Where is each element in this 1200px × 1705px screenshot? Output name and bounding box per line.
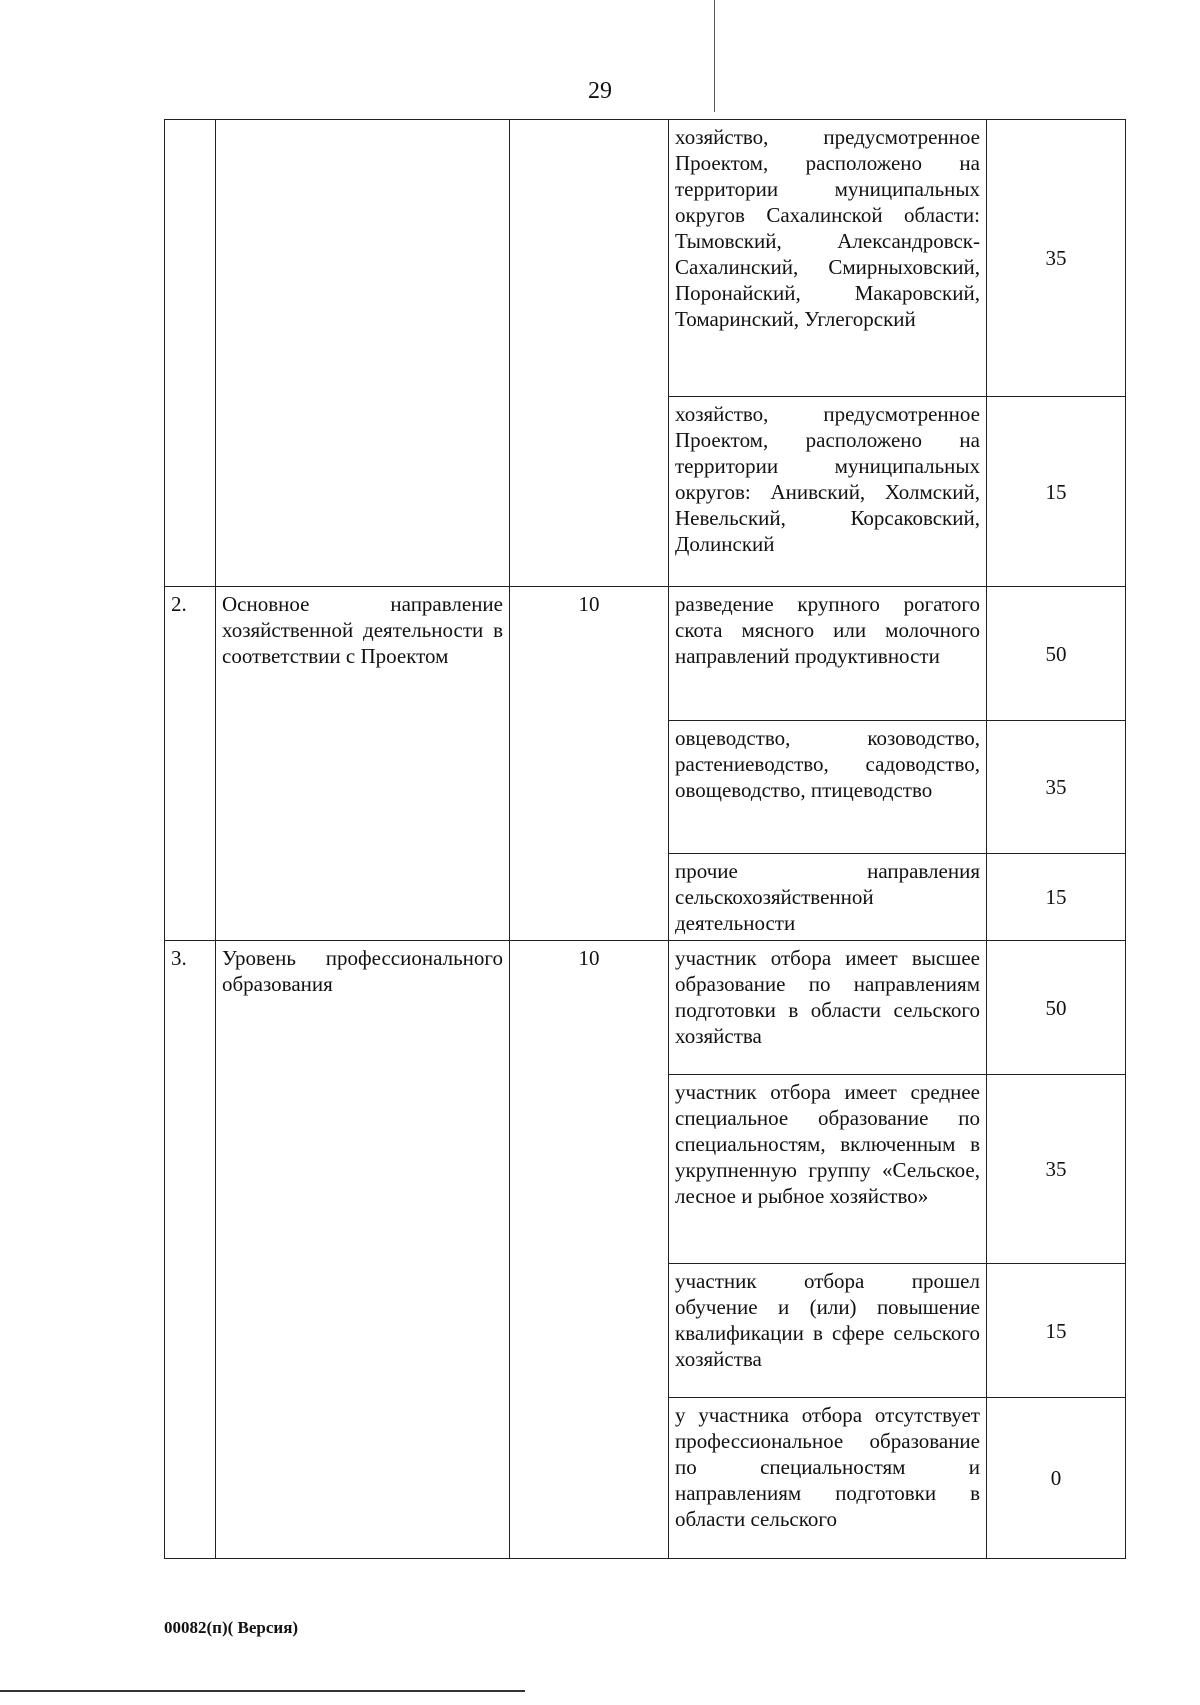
option-score: 35: [987, 721, 1126, 854]
criterion-weight: 10: [510, 941, 669, 1559]
option-score: 35: [987, 1075, 1126, 1264]
option-score: 15: [987, 397, 1126, 587]
table-row: [165, 587, 1126, 721]
row-number: 2.: [165, 587, 216, 941]
criteria-table: [164, 119, 1126, 1559]
criterion-option: разведение крупного рогатого скота мясного или молочного направлений продуктивности: [669, 587, 987, 721]
criterion-option: овцеводство, козоводство, растениеводство, садоводство, овощеводство, птицеводство: [669, 721, 987, 854]
page-number: 29: [588, 78, 612, 104]
criterion-name: Основное направление хозяйственной деятельности в соответствии с Проектом: [216, 587, 510, 941]
option-score: 15: [987, 854, 1126, 941]
criterion-option: хозяйство, предусмотренное Проектом, расположено на территории муниципальных округов: Анивский, Холмский, Невельский, Корсаковский, Долинский: [669, 397, 987, 587]
criterion-option: участник отбора имеет высшее образование по направлениям подготовки в области сельского хозяйства: [669, 941, 987, 1075]
bottom-rule: [0, 1690, 525, 1692]
criterion-option: прочие направления сельскохозяйственной деятельности: [669, 854, 987, 941]
option-score: 50: [987, 587, 1126, 721]
table-row: [165, 941, 1126, 1075]
table-row: [165, 120, 1126, 397]
criterion-option: у участника отбора отсутствует профессиональное образование по специальностям и направлениям подготовки в области сельского: [669, 1398, 987, 1559]
criterion-weight: [510, 120, 669, 587]
criterion-option: участник отбора имеет среднее специальное образование по специальностям, включенным в укрупненную группу «Сельское, лесное и рыбное хозяйство»: [669, 1075, 987, 1264]
option-score: 35: [987, 120, 1126, 397]
criterion-option: участник отбора прошел обучение и (или) повышение квалификации в сфере сельского хозяйства: [669, 1264, 987, 1398]
row-number: [165, 120, 216, 587]
fold-line: [714, 0, 715, 112]
criterion-option: хозяйство, предусмотренное Проектом, расположено на территории муниципальных округов Сахалинской области: Тымовский, Александровск-Сахалинский, Смирныховский, Поронайский, Макаровский, Томаринский, Углегорский: [669, 120, 987, 397]
option-score: 0: [987, 1398, 1126, 1559]
criterion-name: [216, 120, 510, 587]
criterion-weight: 10: [510, 587, 669, 941]
criterion-name: Уровень профессионального образования: [216, 941, 510, 1559]
option-score: 50: [987, 941, 1126, 1075]
row-number: 3.: [165, 941, 216, 1559]
document-footer: 00082(п)( Версия): [164, 1618, 299, 1637]
option-score: 15: [987, 1264, 1126, 1398]
